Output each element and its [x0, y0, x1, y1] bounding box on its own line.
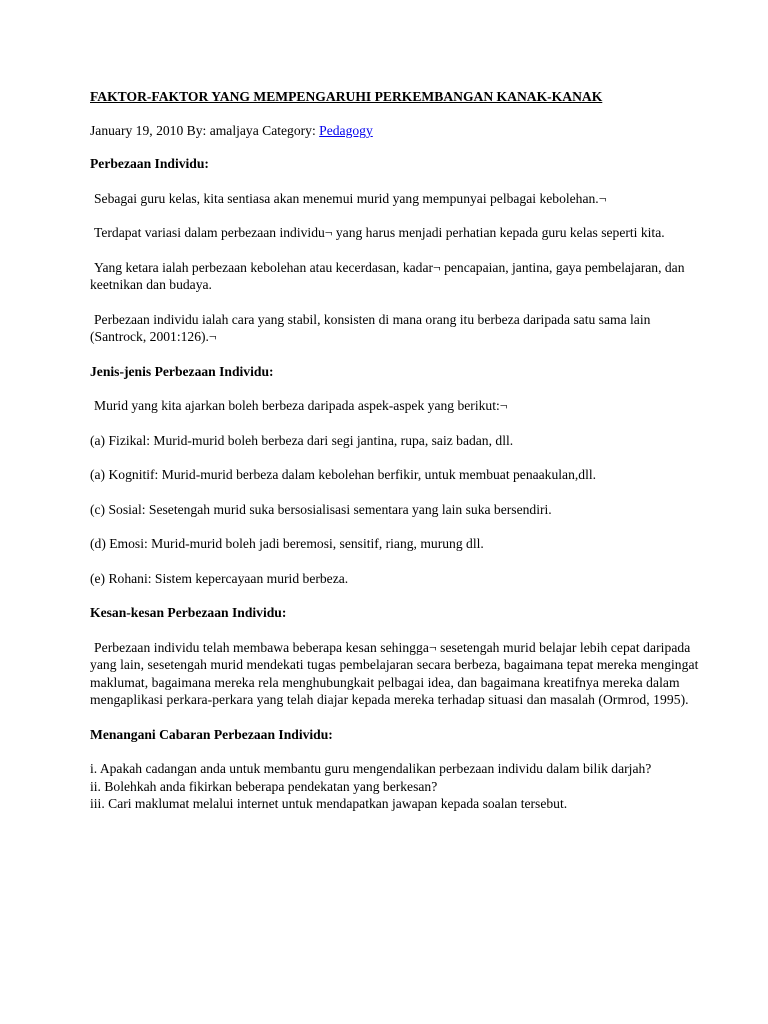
list-item: (a) Fizikal: Murid-murid boleh berbeza dari segi jantina, rupa, saiz badan, dll. [90, 432, 514, 448]
document-title: FAKTOR-FAKTOR YANG MEMPENGARUHI PERKEMBANGAN KANAK-KANAK [90, 89, 603, 104]
question-item: i. Apakah cadangan anda untuk membantu guru mengendalikan perbezaan individu dalam bilik darjah? [90, 761, 652, 776]
list-item: (a) Kognitif: Murid-murid berbeza dalam kebolehan berfikir, untuk membuat penaakulan,dll. [90, 467, 597, 482]
category-link[interactable]: Pedagogy [319, 122, 373, 138]
post-meta [90, 122, 708, 140]
section-heading-perbezaan-individu: Perbezaan Individu: [90, 156, 209, 171]
section-heading-jenis-jenis: Jenis-jenis Perbezaan Individu: [90, 363, 274, 379]
section-heading-menangani-cabaran: Menangani Cabaran Perbezaan Individu: [90, 726, 333, 742]
paragraph: Murid yang kita ajarkan boleh berbeza daripada aspek-aspek yang berikut:¬ [94, 398, 508, 413]
question-list [90, 760, 708, 813]
paragraph: Sebagai guru kelas, kita sentiasa akan menemui murid yang mempunyai pelbagai kebolehan.¬ [94, 190, 607, 206]
list-item: (e) Rohani: Sistem kepercayaan murid berbeza. [90, 570, 349, 586]
section-heading-kesan-kesan: Kesan-kesan Perbezaan Individu: [90, 605, 287, 620]
paragraph: Perbezaan individu ialah cara yang stabil, konsisten di mana orang itu berbeza daripada satu sama lain (Santrock, 2001:126).¬ [90, 311, 651, 344]
list-item: (d) Emosi: Murid-murid boleh jadi beremosi, sensitif, riang, murung dll. [90, 536, 484, 551]
question-item: iii. Cari maklumat melalui internet untuk mendapatkan jawapan kepada soalan tersebut. [90, 796, 568, 811]
paragraph: Yang ketara ialah perbezaan kebolehan atau kecerdasan, kadar¬ pencapaian, jantina, gaya pembelajaran, dan keetnikan dan budaya. [90, 259, 685, 292]
list-item: (c) Sosial: Sesetengah murid suka bersosialisasi sementara yang lain suka bersendiri. [90, 501, 552, 517]
paragraph: Terdapat variasi dalam perbezaan individu¬ yang harus menjadi perhatian kepada guru kelas seperti kita. [94, 225, 665, 240]
question-item: ii. Bolehkah anda fikirkan beberapa pendekatan yang berkesan? [90, 778, 438, 794]
paragraph: Perbezaan individu telah membawa beberapa kesan sehingga¬ sesetengah murid belajar lebih cepat daripada yang lain, sesetengah murid mendekati tugas pembelajaran secara berbeza, bagaimana tepat mereka mengingat maklumat, bagaimana mereka rela menghubungkait pelbagai idea, dan bagaimana kreatifnya mereka dalam mengaplikasi perkara-perkara yang telah diajar kepada mereka terhadap situasi dan masalah (Ormrod, 1995). [90, 639, 699, 707]
post-meta-text: January 19, 2010 By: amaljaya Category: [90, 122, 320, 138]
